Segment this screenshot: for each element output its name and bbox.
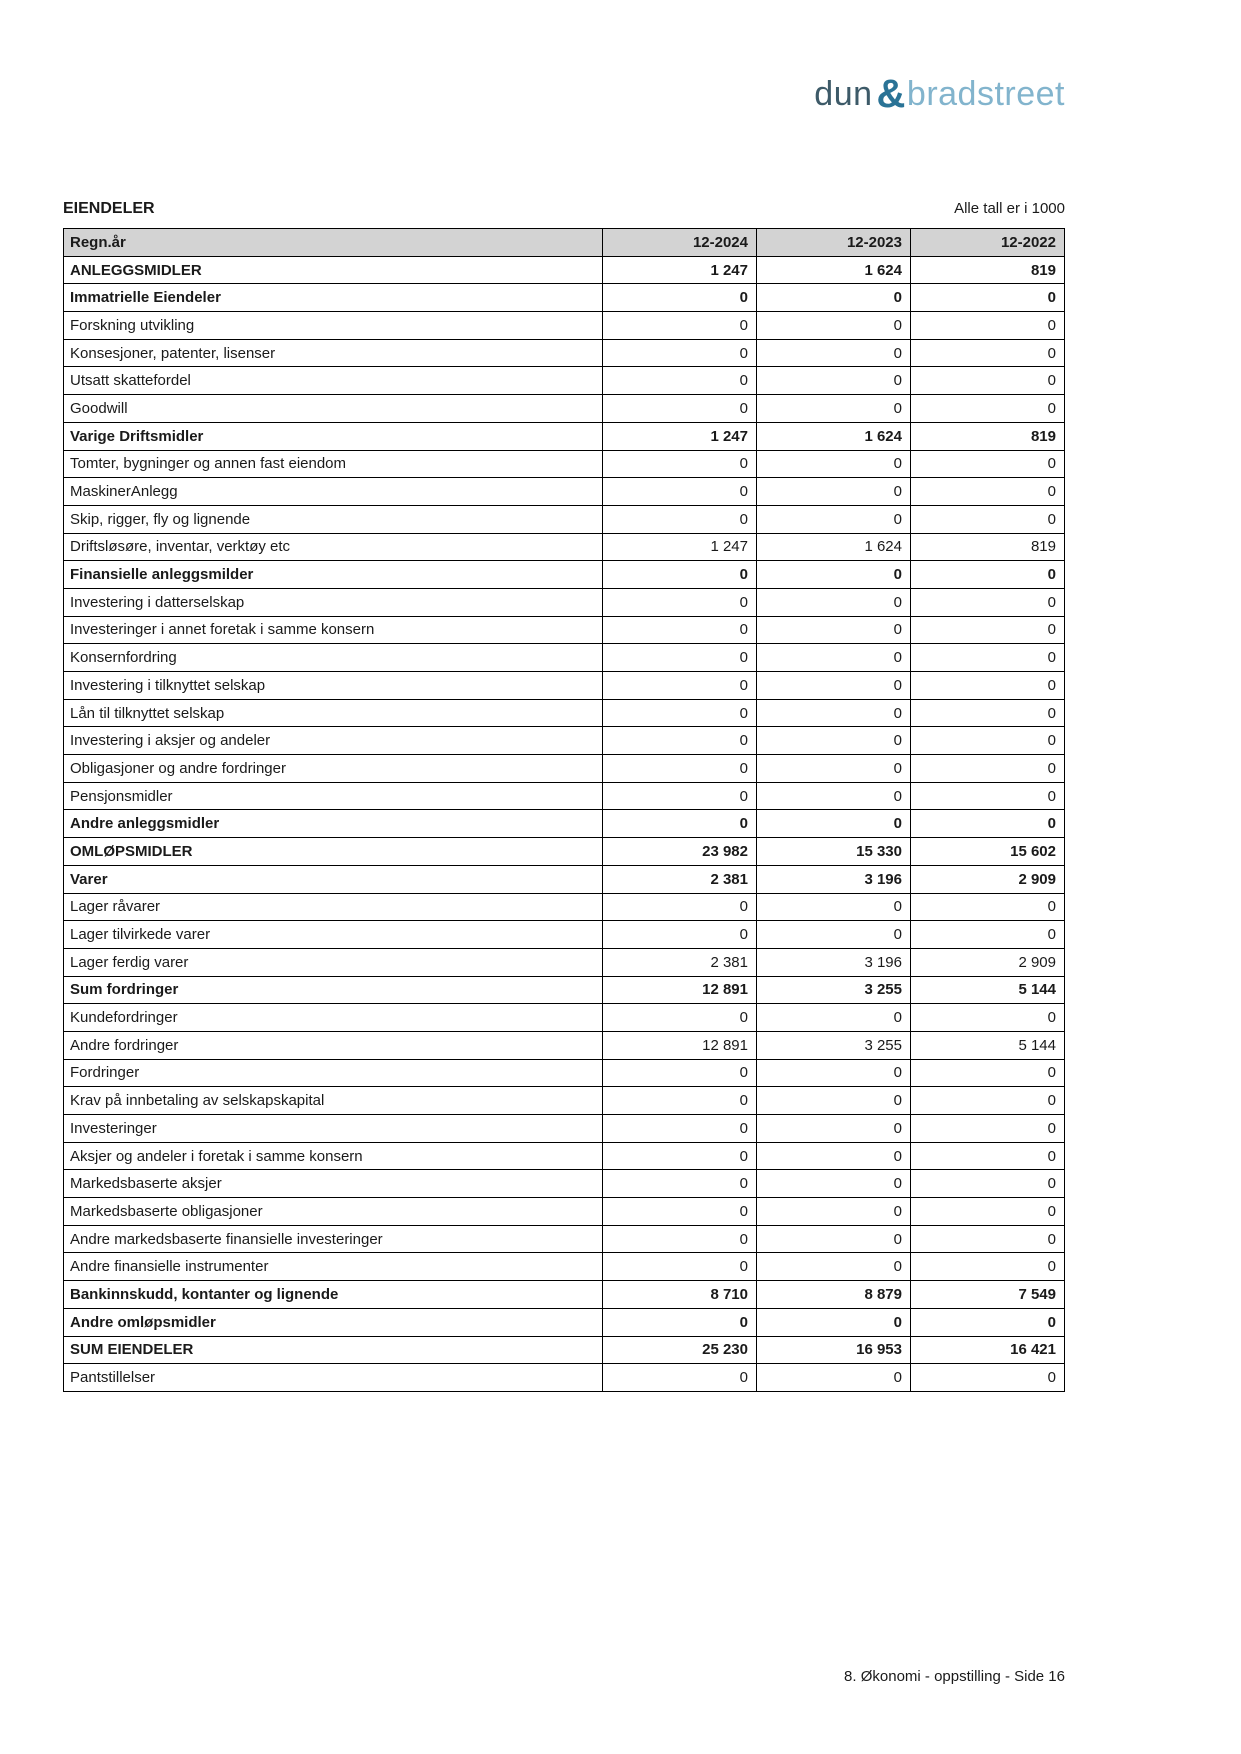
table-row	[64, 395, 1065, 423]
value-cell: 0	[603, 893, 757, 921]
value-cell: 0	[603, 505, 757, 533]
row-label-cell: Investeringer	[64, 1115, 603, 1143]
value-cell: 0	[603, 339, 757, 367]
value-cell: 25 230	[603, 1336, 757, 1364]
value-cell: 0	[911, 1087, 1065, 1115]
row-label-cell: Krav på innbetaling av selskapskapital	[64, 1087, 603, 1115]
value-cell: 0	[757, 561, 911, 589]
row-label-cell: Lager råvarer	[64, 893, 603, 921]
row-label-cell: ANLEGGSMIDLER	[64, 256, 603, 284]
row-label-cell: Tomter, bygninger og annen fast eiendom	[64, 450, 603, 478]
row-label-cell: Andre anleggsmidler	[64, 810, 603, 838]
page-footer: 8. Økonomi - oppstilling - Side 16	[844, 1668, 1065, 1685]
table-row	[64, 616, 1065, 644]
table-row	[64, 450, 1065, 478]
row-label-cell: SUM EIENDELER	[64, 1336, 603, 1364]
value-cell: 12 891	[603, 1031, 757, 1059]
table-row	[64, 1115, 1065, 1143]
value-cell: 1 624	[757, 533, 911, 561]
value-cell: 12 891	[603, 976, 757, 1004]
value-cell: 15 330	[757, 838, 911, 866]
value-cell: 0	[603, 395, 757, 423]
value-cell: 0	[757, 1142, 911, 1170]
value-cell: 0	[603, 616, 757, 644]
value-cell: 0	[757, 755, 911, 783]
value-cell: 0	[757, 367, 911, 395]
value-cell: 0	[603, 810, 757, 838]
value-cell: 0	[911, 1059, 1065, 1087]
value-cell: 0	[911, 1004, 1065, 1032]
value-cell: 0	[757, 588, 911, 616]
table-row	[64, 422, 1065, 450]
row-label-cell: Varer	[64, 865, 603, 893]
row-label-cell: OMLØPSMIDLER	[64, 838, 603, 866]
row-label-cell: Lån til tilknyttet selskap	[64, 699, 603, 727]
value-cell: 0	[603, 284, 757, 312]
value-cell: 3 196	[757, 948, 911, 976]
row-label-cell: Goodwill	[64, 395, 603, 423]
value-cell: 1 624	[757, 256, 911, 284]
value-cell: 0	[911, 367, 1065, 395]
value-cell: 0	[603, 450, 757, 478]
value-cell: 1 247	[603, 422, 757, 450]
value-cell: 5 144	[911, 1031, 1065, 1059]
year-header-2024: 12-2024	[603, 229, 757, 257]
row-label-cell: Varige Driftsmidler	[64, 422, 603, 450]
table-row	[64, 1225, 1065, 1253]
ampersand-icon: &	[876, 72, 906, 116]
value-cell: 0	[757, 893, 911, 921]
value-cell: 0	[911, 505, 1065, 533]
value-cell: 0	[603, 921, 757, 949]
value-cell: 0	[603, 1142, 757, 1170]
row-label-cell: Driftsløsøre, inventar, verktøy etc	[64, 533, 603, 561]
table-row	[64, 1142, 1065, 1170]
value-cell: 0	[603, 1198, 757, 1226]
value-cell: 3 255	[757, 976, 911, 1004]
value-cell: 0	[911, 1364, 1065, 1392]
value-cell: 819	[911, 422, 1065, 450]
value-cell: 0	[757, 339, 911, 367]
value-cell: 0	[911, 755, 1065, 783]
value-cell: 0	[911, 1308, 1065, 1336]
row-label-cell: Markedsbaserte aksjer	[64, 1170, 603, 1198]
value-cell: 0	[757, 478, 911, 506]
value-cell: 0	[757, 1253, 911, 1281]
value-cell: 0	[911, 644, 1065, 672]
row-label-cell: Immatrielle Eiendeler	[64, 284, 603, 312]
value-cell: 0	[603, 1059, 757, 1087]
row-label-cell: Lager tilvirkede varer	[64, 921, 603, 949]
value-cell: 8 710	[603, 1281, 757, 1309]
value-cell: 0	[603, 367, 757, 395]
row-label-cell: Fordringer	[64, 1059, 603, 1087]
value-cell: 0	[603, 312, 757, 340]
value-cell: 0	[757, 1115, 911, 1143]
value-cell: 0	[911, 339, 1065, 367]
value-cell: 0	[757, 921, 911, 949]
value-cell: 2 909	[911, 865, 1065, 893]
value-cell: 8 879	[757, 1281, 911, 1309]
row-label-cell: Investeringer i annet foretak i samme konsern	[64, 616, 603, 644]
value-cell: 23 982	[603, 838, 757, 866]
table-row	[64, 505, 1065, 533]
table-row	[64, 367, 1065, 395]
table-row	[64, 1364, 1065, 1392]
year-header-2022: 12-2022	[911, 229, 1065, 257]
value-cell: 0	[911, 1253, 1065, 1281]
value-cell: 0	[911, 395, 1065, 423]
value-cell: 819	[911, 256, 1065, 284]
table-row	[64, 478, 1065, 506]
table-row	[64, 533, 1065, 561]
value-cell: 2 381	[603, 948, 757, 976]
value-cell: 0	[757, 1308, 911, 1336]
table-row	[64, 865, 1065, 893]
value-cell: 0	[757, 727, 911, 755]
table-row	[64, 1031, 1065, 1059]
table-row	[64, 893, 1065, 921]
value-cell: 0	[757, 1170, 911, 1198]
value-cell: 0	[603, 1087, 757, 1115]
table-row	[64, 810, 1065, 838]
value-cell: 1 247	[603, 533, 757, 561]
value-cell: 0	[757, 284, 911, 312]
value-cell: 0	[757, 1198, 911, 1226]
value-cell: 5 144	[911, 976, 1065, 1004]
value-cell: 0	[911, 616, 1065, 644]
table-row	[64, 1253, 1065, 1281]
row-label-cell: Andre fordringer	[64, 1031, 603, 1059]
table-row	[64, 1087, 1065, 1115]
value-cell: 0	[603, 672, 757, 700]
row-label-cell: Investering i aksjer og andeler	[64, 727, 603, 755]
row-label-cell: Skip, rigger, fly og lignende	[64, 505, 603, 533]
value-cell: 0	[911, 699, 1065, 727]
row-label-cell: Pensjonsmidler	[64, 782, 603, 810]
value-cell: 3 255	[757, 1031, 911, 1059]
row-label-cell: Sum fordringer	[64, 976, 603, 1004]
row-label-cell: Markedsbaserte obligasjoner	[64, 1198, 603, 1226]
value-cell: 0	[603, 588, 757, 616]
value-cell: 0	[911, 893, 1065, 921]
row-label-cell: Investering i datterselskap	[64, 588, 603, 616]
value-cell: 1 247	[603, 256, 757, 284]
row-label-cell: Aksjer og andeler i foretak i samme konsern	[64, 1142, 603, 1170]
value-cell: 0	[911, 1225, 1065, 1253]
value-cell: 0	[757, 616, 911, 644]
value-cell: 0	[757, 782, 911, 810]
table-row	[64, 644, 1065, 672]
value-cell: 819	[911, 533, 1065, 561]
value-cell: 16 421	[911, 1336, 1065, 1364]
value-cell: 2 909	[911, 948, 1065, 976]
row-label-cell: Pantstillelser	[64, 1364, 603, 1392]
table-row	[64, 672, 1065, 700]
value-cell: 0	[603, 755, 757, 783]
row-label-cell: Finansielle anleggsmilder	[64, 561, 603, 589]
value-cell: 3 196	[757, 865, 911, 893]
value-cell: 0	[911, 1142, 1065, 1170]
value-cell: 0	[603, 1308, 757, 1336]
row-label-cell: Andre finansielle instrumenter	[64, 1253, 603, 1281]
value-cell: 0	[757, 395, 911, 423]
table-row	[64, 1059, 1065, 1087]
value-cell: 0	[911, 921, 1065, 949]
table-row	[64, 921, 1065, 949]
value-cell: 0	[757, 810, 911, 838]
row-label-cell: Forskning utvikling	[64, 312, 603, 340]
year-column-label: Regn.år	[64, 229, 603, 257]
row-label-cell: Investering i tilknyttet selskap	[64, 672, 603, 700]
value-cell: 0	[757, 1225, 911, 1253]
value-cell: 0	[757, 1364, 911, 1392]
table-row	[64, 1198, 1065, 1226]
table-header-row	[64, 229, 1065, 257]
value-cell: 0	[757, 1004, 911, 1032]
value-cell: 0	[911, 284, 1065, 312]
row-label-cell: Utsatt skattefordel	[64, 367, 603, 395]
table-row	[64, 339, 1065, 367]
value-cell: 0	[757, 1059, 911, 1087]
value-cell: 0	[911, 727, 1065, 755]
value-cell: 0	[757, 672, 911, 700]
value-cell: 0	[603, 727, 757, 755]
value-cell: 0	[911, 561, 1065, 589]
value-cell: 1 624	[757, 422, 911, 450]
value-cell: 0	[757, 450, 911, 478]
table-row	[64, 561, 1065, 589]
value-cell: 0	[603, 699, 757, 727]
value-cell: 0	[603, 1225, 757, 1253]
row-label-cell: Bankinnskudd, kontanter og lignende	[64, 1281, 603, 1309]
balance-sheet-table	[63, 228, 1065, 1392]
year-header-2023: 12-2023	[757, 229, 911, 257]
value-cell: 0	[603, 644, 757, 672]
value-cell: 0	[911, 1115, 1065, 1143]
logo-text-bradstreet: bradstreet	[906, 75, 1065, 113]
value-cell: 0	[603, 561, 757, 589]
row-label-cell: Andre omløpsmidler	[64, 1308, 603, 1336]
table-row	[64, 976, 1065, 1004]
value-cell: 0	[911, 450, 1065, 478]
value-cell: 0	[603, 1253, 757, 1281]
table-row	[64, 727, 1065, 755]
units-note: Alle tall er i 1000	[954, 200, 1065, 217]
table-row	[64, 1308, 1065, 1336]
table-row	[64, 312, 1065, 340]
value-cell: 7 549	[911, 1281, 1065, 1309]
table-row	[64, 1281, 1065, 1309]
table-row	[64, 1336, 1065, 1364]
table-row	[64, 699, 1065, 727]
section-title: EIENDELER	[63, 200, 155, 217]
table-row	[64, 284, 1065, 312]
table-row	[64, 782, 1065, 810]
value-cell: 0	[757, 312, 911, 340]
row-label-cell: Obligasjoner og andre fordringer	[64, 755, 603, 783]
value-cell: 16 953	[757, 1336, 911, 1364]
row-label-cell: Konsesjoner, patenter, lisenser	[64, 339, 603, 367]
value-cell: 0	[603, 782, 757, 810]
value-cell: 0	[911, 1170, 1065, 1198]
value-cell: 0	[603, 1170, 757, 1198]
value-cell: 0	[603, 1004, 757, 1032]
table-row	[64, 838, 1065, 866]
value-cell: 0	[911, 312, 1065, 340]
row-label-cell: Konsernfordring	[64, 644, 603, 672]
value-cell: 0	[603, 1115, 757, 1143]
table-row	[64, 755, 1065, 783]
value-cell: 0	[911, 810, 1065, 838]
value-cell: 0	[757, 505, 911, 533]
value-cell: 0	[911, 1198, 1065, 1226]
value-cell: 0	[911, 478, 1065, 506]
table-row	[64, 588, 1065, 616]
dun-and-bradstreet-logo	[814, 72, 1065, 117]
value-cell: 15 602	[911, 838, 1065, 866]
table-row	[64, 256, 1065, 284]
value-cell: 0	[757, 644, 911, 672]
table-row	[64, 948, 1065, 976]
value-cell: 0	[911, 588, 1065, 616]
value-cell: 2 381	[603, 865, 757, 893]
table-row	[64, 1170, 1065, 1198]
row-label-cell: MaskinerAnlegg	[64, 478, 603, 506]
row-label-cell: Lager ferdig varer	[64, 948, 603, 976]
value-cell: 0	[757, 1087, 911, 1115]
value-cell: 0	[911, 672, 1065, 700]
logo-text-dun: dun	[814, 75, 873, 113]
value-cell: 0	[603, 1364, 757, 1392]
table-row	[64, 1004, 1065, 1032]
table-caption-row	[63, 200, 1065, 222]
value-cell: 0	[911, 782, 1065, 810]
value-cell: 0	[603, 478, 757, 506]
row-label-cell: Andre markedsbaserte finansielle investeringer	[64, 1225, 603, 1253]
value-cell: 0	[757, 699, 911, 727]
row-label-cell: Kundefordringer	[64, 1004, 603, 1032]
